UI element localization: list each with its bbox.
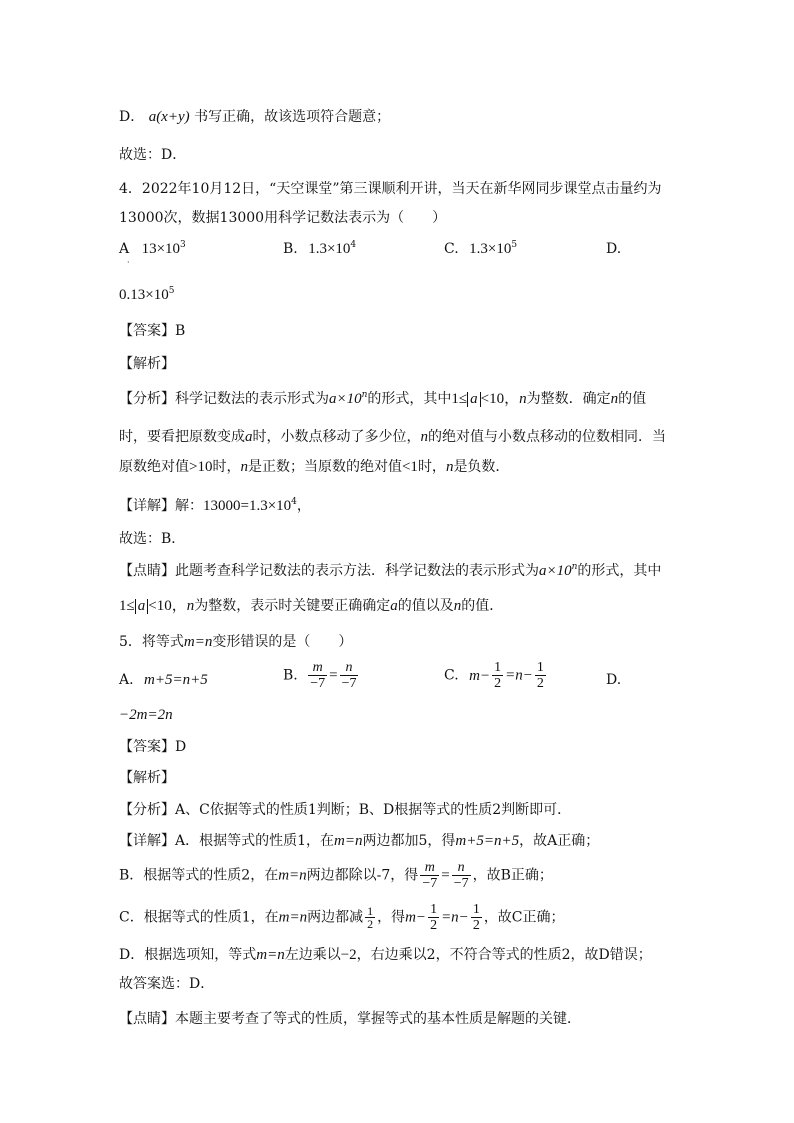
denominator: 2 [430, 918, 438, 933]
option-value: m+5=n+5 [144, 672, 208, 688]
q4-option-d-label: D. [606, 241, 622, 257]
q4-stem-line2: 13000次，数据13000用科学记数法表示为（ ） [119, 210, 447, 226]
math: =n− [505, 667, 533, 684]
text: ，得 [377, 909, 406, 926]
math: 1≤ [119, 598, 135, 614]
q4-option-d [119, 286, 174, 304]
q5-tip: 【点睛】本题主要考查了等式的性质，掌握等式的基本性质是解题的关键． [119, 1011, 581, 1027]
math: m=n [183, 634, 213, 650]
denominator: 2 [494, 676, 502, 691]
math: a [390, 598, 398, 614]
fraction [340, 660, 359, 691]
text: ，右边乘以2，不符合等式的性质2，故D错误； [356, 947, 652, 963]
fraction [452, 860, 471, 891]
option-exponent: 3 [180, 240, 186, 250]
text: 时，小数点移动了多少位， [252, 429, 421, 445]
option-d-text: 书写正确，故该选项符合题意； [194, 109, 391, 125]
q5-analysis: 【分析】A、C依据等式的性质1判断；B、D根据等式的性质2判断即可． [119, 802, 572, 818]
option-label: C. [444, 667, 459, 684]
math: a×10 [329, 391, 362, 407]
text: D．根据选项知，等式 [119, 947, 257, 963]
denominator: −7 [341, 676, 357, 691]
q4-choose: 故选：B． [119, 531, 186, 547]
previous-answer: 故选：D． [119, 147, 187, 163]
text: 的形式，其中 [577, 563, 662, 579]
text: 是负数． [453, 459, 510, 475]
math: 1≤ [451, 391, 468, 407]
text: 时，要看把原数变成 [119, 429, 245, 445]
math: m=n [278, 909, 308, 926]
q5-analysis-heading: 【解析】 [119, 770, 175, 786]
denominator: −7 [310, 676, 326, 691]
q5-detail-a [119, 832, 599, 850]
q5-choose: 故答案选：D． [119, 976, 215, 992]
math: n [420, 429, 428, 445]
q5-option-c [444, 660, 548, 691]
q4-stem-line1: 4．2022年10月12日，“天空课堂”第三课顺利开讲，当天在新华网同步课堂点击量约为 [119, 181, 662, 197]
text: 原数绝对值 [119, 459, 189, 475]
fraction [308, 660, 327, 691]
fraction [492, 660, 503, 691]
q5-stem [119, 633, 352, 651]
text: ，故C正确； [483, 909, 565, 926]
text: 【点睛】此题考查科学记数法的表示方法．科学记数法的表示形式为 [119, 563, 539, 579]
option-d-label: D． [119, 109, 145, 125]
text: 为整数．确定 [526, 391, 611, 407]
text: 两边都减 [307, 909, 364, 926]
text: 【详解】解： [119, 498, 203, 514]
option-exponent: 5 [168, 286, 175, 296]
option-value: 1.3×10 [308, 241, 351, 257]
math: <10， [480, 391, 520, 407]
text: 为整数，表示时关键要正确确定 [194, 598, 391, 614]
text: ， [296, 498, 311, 514]
math-exponent: 4 [291, 497, 297, 507]
math-expression: a(x+y) [148, 109, 190, 125]
q4-detail [119, 497, 311, 515]
math: m+5=n+5 [455, 833, 520, 849]
numerator: n [340, 660, 359, 676]
denominator: 2 [536, 676, 544, 691]
option-label: A. [119, 672, 134, 688]
numerator: m [420, 860, 439, 876]
text: 的值 [618, 391, 647, 407]
q4-tip-line1 [119, 562, 661, 580]
math: n [519, 391, 527, 407]
option-value: 13×10 [141, 241, 181, 257]
q5-detail-c [119, 902, 565, 933]
math: = [329, 667, 338, 684]
math-exponent: n [571, 562, 578, 572]
q4-analysis-line3 [119, 458, 509, 476]
numerator: m [308, 660, 327, 676]
text: 左边乘以 [284, 947, 341, 963]
option-exponent: 5 [511, 240, 518, 250]
text: ，故A正确； [519, 833, 600, 849]
math-abs: a [467, 392, 481, 407]
q5-option-d [119, 706, 173, 724]
text: 时， [212, 459, 241, 475]
q4-tip-line2 [119, 597, 503, 615]
math: n [240, 459, 248, 475]
numerator: 1 [367, 904, 374, 918]
text: B．根据等式的性质2，在 [119, 867, 279, 884]
fraction [471, 902, 482, 933]
text: 是正数；当原数的绝对值 [247, 459, 402, 475]
q5-option-d-label: D. [606, 672, 622, 688]
text: C．根据等式的性质1，在 [119, 909, 279, 926]
text: 【分析】科学记数法的表示形式为 [119, 391, 329, 407]
math-exponent: n [361, 390, 368, 400]
q5-option-b [283, 660, 360, 691]
option-label: B. [283, 241, 298, 257]
math: <10， [148, 598, 187, 614]
denominator: 2 [472, 918, 480, 933]
denominator: −7 [453, 876, 469, 891]
text: 时， [417, 459, 446, 475]
option-label: A [119, 241, 130, 257]
numerator: n [452, 860, 471, 876]
q4-option-c [444, 240, 517, 258]
text: 变形错误的是（ ） [212, 634, 353, 650]
math-abs: a [135, 599, 149, 614]
math: n [445, 459, 454, 475]
math: n [610, 391, 619, 407]
math: a×10 [539, 563, 572, 579]
q5-answer: 【答案】D [119, 739, 187, 755]
q4-analysis-heading: 【解析】 [119, 356, 175, 372]
denominator: −7 [422, 876, 438, 891]
fraction [365, 905, 375, 930]
option-exponent: 4 [350, 240, 357, 250]
q4-option-b [283, 240, 356, 258]
math: = [441, 867, 450, 884]
text: 【详解】A．根据等式的性质1，在 [119, 833, 335, 849]
q4-analysis-line1 [119, 390, 646, 408]
option-label: C. [444, 241, 459, 257]
text: 的值． [461, 598, 504, 614]
stray-dot: · [127, 258, 130, 267]
q5-option-a [119, 671, 208, 689]
numerator: 1 [472, 902, 480, 917]
math: m− [469, 667, 491, 684]
math: m=n [256, 947, 285, 963]
math: =n− [441, 909, 469, 926]
fraction [535, 660, 546, 691]
numerator: 1 [430, 902, 438, 917]
q4-answer: 【答案】B [119, 323, 186, 339]
text: 的形式，其中 [367, 391, 452, 407]
q5-detail-d [119, 946, 652, 964]
numerator: 1 [494, 660, 502, 675]
text: 5．将等式 [119, 634, 184, 650]
math: n [186, 598, 195, 614]
math: m=n [278, 867, 307, 884]
q4-analysis-line2 [119, 428, 666, 446]
text: 的绝对值与小数点移动的位数相同．当 [428, 429, 666, 445]
fraction [420, 860, 439, 891]
math: a [245, 429, 253, 445]
math: −2 [340, 947, 357, 963]
text: 两边都除以-7，得 [306, 867, 419, 884]
q4-option-a [119, 240, 186, 258]
math: m− [405, 909, 427, 926]
text: ，故B正确； [472, 867, 553, 884]
math: <1 [401, 459, 418, 475]
denominator: 2 [367, 917, 374, 931]
option-value: 0.13×10 [119, 287, 169, 303]
numerator: 1 [536, 660, 544, 675]
math: n [453, 598, 462, 614]
option-d-conclusion [119, 108, 390, 126]
q5-detail-b [119, 860, 553, 891]
option-value: −2m=2n [119, 707, 173, 723]
math: 13000=1.3×10 [203, 498, 292, 514]
option-value: 1.3×10 [469, 241, 512, 257]
math: m=n [334, 833, 363, 849]
fraction [428, 902, 439, 933]
text: 两边都加5，得 [362, 833, 456, 849]
math: >10 [189, 459, 213, 475]
text: 的值以及 [397, 598, 454, 614]
option-label: B. [283, 667, 298, 684]
